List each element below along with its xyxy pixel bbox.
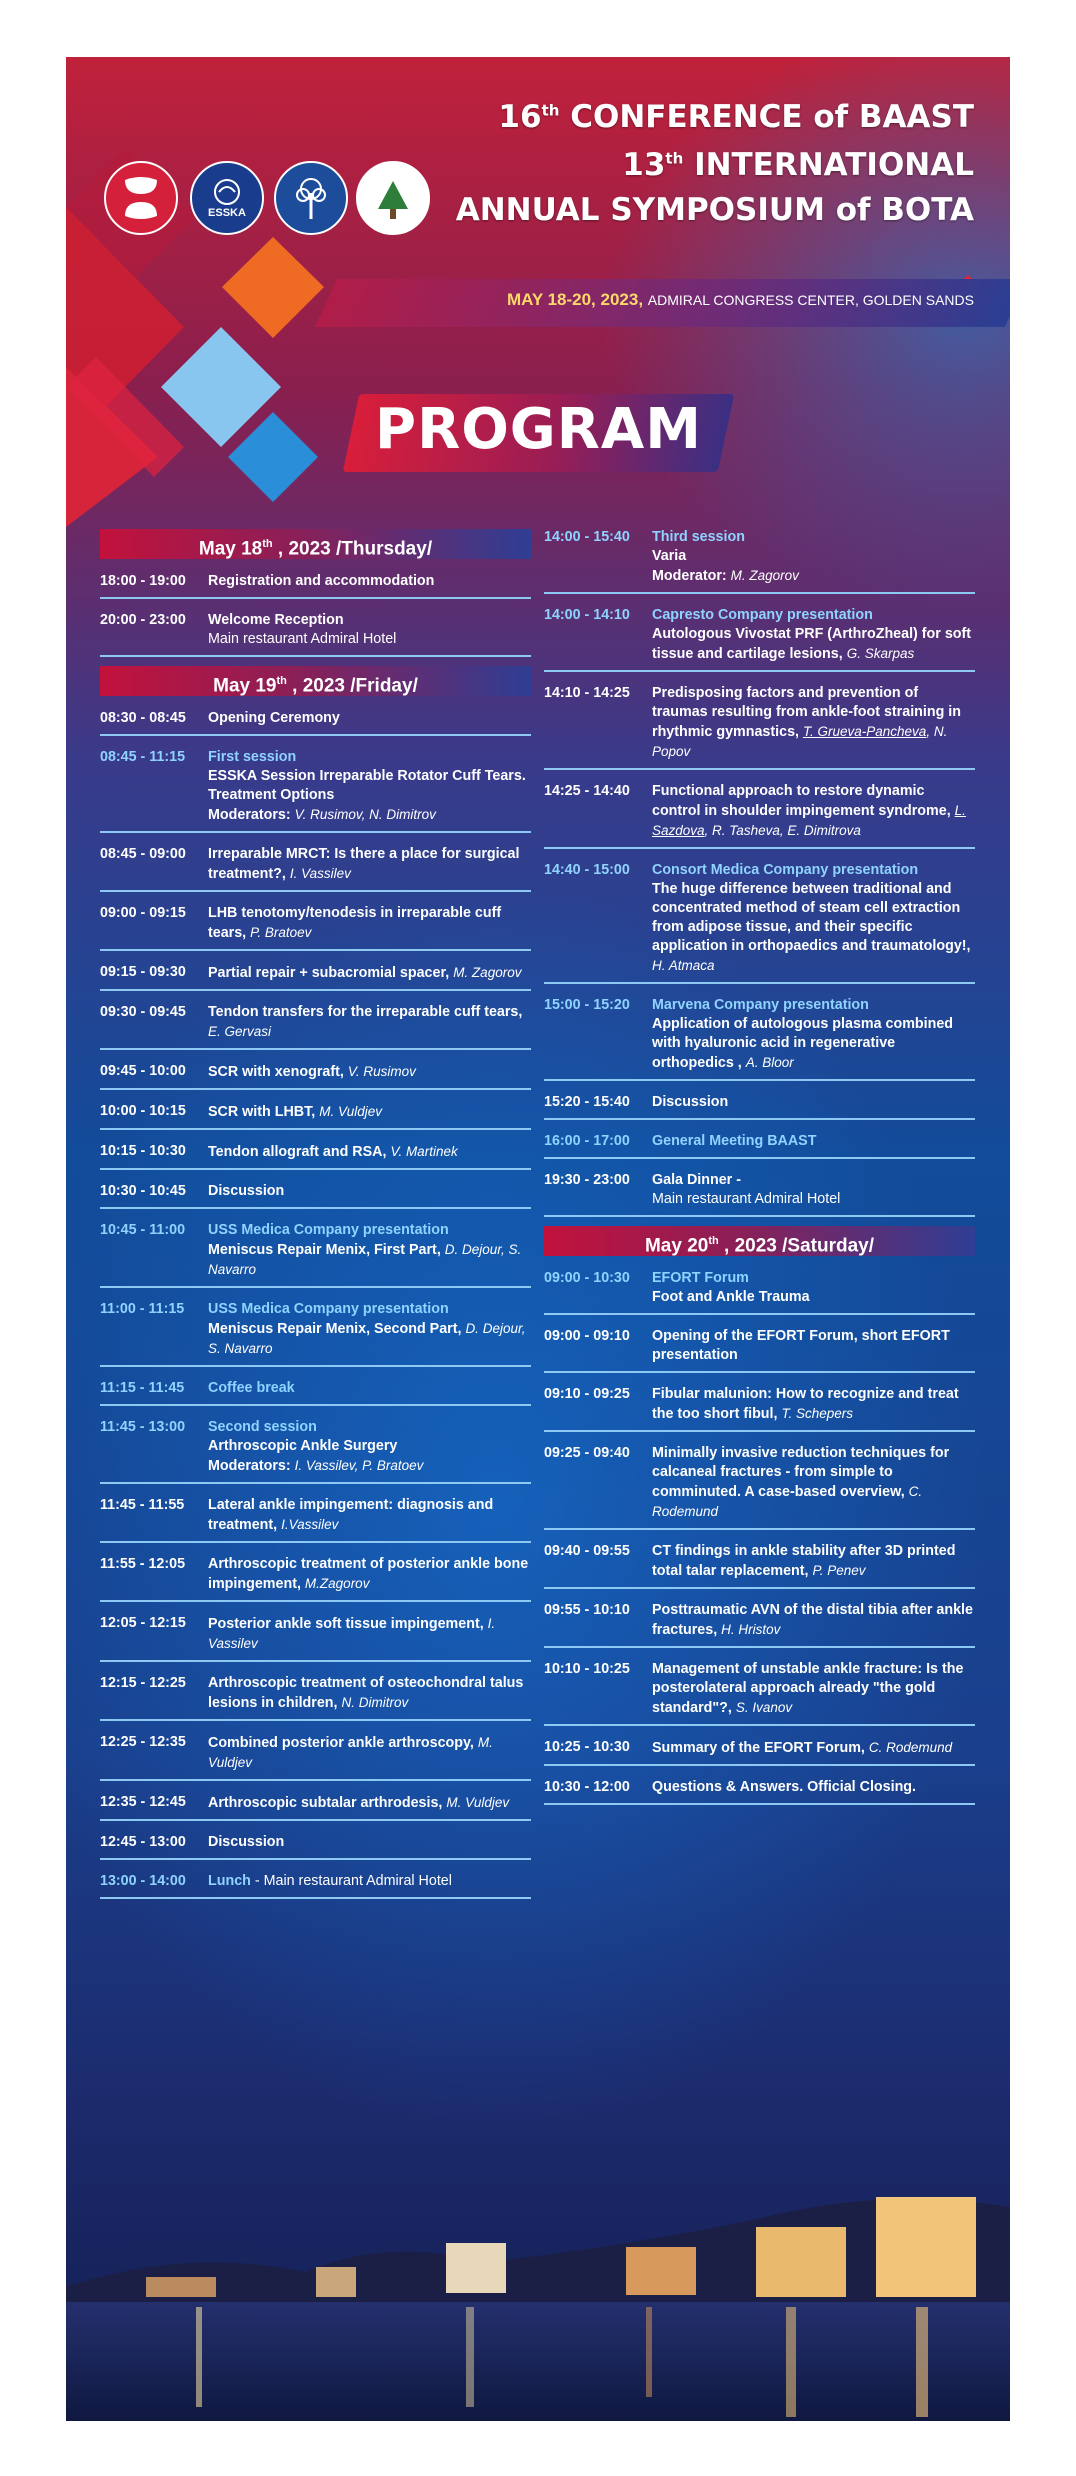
session-content xyxy=(208,1379,531,1398)
author-names: M. Zagorov xyxy=(730,568,799,583)
session-title: Summary of the EFORT Forum, xyxy=(652,1740,865,1756)
session-content xyxy=(208,1062,531,1082)
author-names: A. Bloor xyxy=(745,1055,794,1070)
session-content xyxy=(652,996,975,1073)
conference-title-line2 xyxy=(622,147,974,183)
session-highlight: EFORT Forum xyxy=(652,1270,749,1286)
session-title: Opening of the EFORT Forum, short EFORT presentation xyxy=(652,1328,950,1363)
session-title: Arthroscopic subtalar arthrodesis, xyxy=(208,1795,443,1811)
session-content xyxy=(208,1418,531,1476)
session-time: 19:30 - 23:00 xyxy=(544,1172,630,1188)
session-content xyxy=(652,1269,975,1307)
author-names: M. Vuldjev xyxy=(446,1795,510,1810)
friday-afternoon-row xyxy=(544,525,975,594)
friday-row xyxy=(100,1000,531,1050)
author-presenter: L. Sazdova xyxy=(652,803,966,838)
friday-afternoon-row xyxy=(544,858,975,984)
friday-row xyxy=(100,1297,531,1367)
session-time: 09:00 - 10:30 xyxy=(544,1270,630,1286)
session-title: Meniscus Repair Menix, First Part, xyxy=(208,1242,441,1258)
session-highlight: Capresto Company presentation xyxy=(652,607,873,623)
thursday-row xyxy=(100,608,531,657)
session-time: 18:00 - 19:00 xyxy=(100,573,186,589)
venue-note: Main restaurant Admiral Hotel xyxy=(652,1191,841,1207)
poster xyxy=(66,57,1010,2421)
session-time: 09:00 - 09:10 xyxy=(544,1328,630,1344)
session-content xyxy=(652,782,975,841)
session-content xyxy=(652,861,975,976)
knee-icon xyxy=(111,168,171,228)
friday-row xyxy=(100,1730,531,1781)
saturday-row xyxy=(544,1735,975,1766)
author-names: M.Zagorov xyxy=(304,1576,370,1591)
session-title: Questions & Answers. Official Closing. xyxy=(652,1779,917,1795)
saturday-row xyxy=(544,1382,975,1432)
author-names: , R. Tasheva, E. Dimitrova xyxy=(704,823,861,838)
session-title: Varia xyxy=(652,548,687,564)
saturday-row xyxy=(544,1266,975,1315)
session-title: Posttraumatic AVN of the distal tibia after ankle fractures, xyxy=(652,1602,973,1638)
friday-afternoon-row xyxy=(544,1090,975,1120)
session-time: 09:55 - 10:10 xyxy=(544,1602,630,1618)
venue-note: - Main restaurant Admiral Hotel xyxy=(250,1873,452,1889)
title-num-2: 13 xyxy=(622,147,666,183)
session-content xyxy=(208,1221,531,1280)
day-label: May 20 xyxy=(644,1235,709,1257)
session-content xyxy=(208,1833,531,1852)
session-time: 08:30 - 08:45 xyxy=(100,710,186,726)
friday-afternoon-row xyxy=(544,603,975,672)
session-content xyxy=(208,1733,531,1773)
friday-afternoon-row xyxy=(544,1129,975,1159)
session-time: 14:10 - 14:25 xyxy=(544,685,630,701)
baast-logo xyxy=(104,161,178,235)
moderator-label: Moderators: xyxy=(208,807,291,823)
session-content xyxy=(208,1300,531,1359)
esska-logo xyxy=(190,161,264,235)
session-content xyxy=(652,606,975,664)
day-header-may20 xyxy=(544,1226,975,1256)
saturday-row xyxy=(544,1657,975,1726)
author-names: I. Vassilev, P. Bratoev xyxy=(294,1458,424,1473)
esska-logo-text: ESSKA xyxy=(208,207,246,219)
friday-row xyxy=(100,1376,531,1406)
session-highlight: Second session xyxy=(208,1419,317,1435)
session-title: Fibular malunion: How to recognize and treat the too short fibul, xyxy=(652,1386,959,1422)
author-names: H. Hristov xyxy=(721,1622,781,1637)
friday-row xyxy=(100,842,531,892)
session-content xyxy=(208,1793,531,1813)
session-content xyxy=(208,1555,531,1594)
friday-row xyxy=(100,1059,531,1090)
session-content xyxy=(208,1674,531,1713)
session-time: 10:45 - 11:00 xyxy=(100,1222,186,1238)
author-presenter: T. Grueva-Pancheva xyxy=(802,724,927,739)
session-title: CT findings in ankle stability after 3D printed total talar replacement, xyxy=(652,1543,956,1579)
session-title: Functional approach to restore dynamic control in shoulder impingement syndrome, xyxy=(652,783,951,819)
saturday-row xyxy=(544,1441,975,1530)
session-title: Registration and accommodation xyxy=(208,573,435,589)
session-title: The huge difference between traditional and concentrated method of steam cell extraction from adipose tissue, and their specific application in orthopaedics and traumatology!, xyxy=(652,881,971,954)
friday-row xyxy=(100,1179,531,1209)
moderator-label: Moderator: xyxy=(652,568,727,584)
session-content xyxy=(652,684,975,762)
session-time: 12:25 - 12:35 xyxy=(100,1734,186,1750)
session-title: Arthroscopic Ankle Surgery xyxy=(208,1438,398,1454)
session-content xyxy=(208,611,531,649)
author-names: E. Gervasi xyxy=(208,1024,272,1039)
day-sup: th xyxy=(276,675,287,687)
session-time: 11:15 - 11:45 xyxy=(100,1380,185,1396)
conference-title-line1 xyxy=(498,99,974,135)
session-time: 09:10 - 09:25 xyxy=(544,1386,630,1402)
event-date: MAY 18-20, 2023, xyxy=(506,290,644,309)
session-highlight: Coffee break xyxy=(208,1380,295,1396)
session-title: Welcome Reception xyxy=(208,612,344,628)
saturday-row xyxy=(544,1324,975,1373)
friday-afternoon-row xyxy=(544,1168,975,1217)
author-names: V. Rusimov, N. Dimitrov xyxy=(294,807,436,822)
friday-row xyxy=(100,1552,531,1602)
friday-row xyxy=(100,745,531,833)
day-header-may18 xyxy=(100,529,531,559)
author-names: H. Atmaca xyxy=(652,958,715,973)
friday-row xyxy=(100,1218,531,1288)
session-content xyxy=(208,748,531,825)
session-time: 10:30 - 12:00 xyxy=(544,1779,630,1795)
session-time: 10:00 - 10:15 xyxy=(100,1103,186,1119)
session-content xyxy=(652,1778,975,1797)
day-sup: th xyxy=(262,538,273,550)
friday-row xyxy=(100,1869,531,1899)
friday-afternoon-row xyxy=(544,681,975,770)
title-sup-1: th xyxy=(541,101,560,120)
session-content xyxy=(208,1872,531,1891)
session-title: ESSKA Session Irreparable Rotator Cuff Tears. Treatment Options xyxy=(208,768,526,803)
session-time: 12:05 - 12:15 xyxy=(100,1615,186,1631)
session-time: 09:30 - 09:45 xyxy=(100,1004,186,1020)
session-content xyxy=(208,1003,531,1042)
session-content xyxy=(652,1601,975,1640)
session-content xyxy=(652,1171,975,1209)
session-time: 08:45 - 11:15 xyxy=(100,749,186,765)
session-title: Meniscus Repair Menix, Second Part, xyxy=(208,1321,462,1337)
saturday-row xyxy=(544,1598,975,1648)
session-title: Foot and Ankle Trauma xyxy=(652,1289,810,1305)
session-highlight: Third session xyxy=(652,529,745,545)
title-text-2: INTERNATIONAL xyxy=(694,147,974,183)
author-names: M. Zagorov xyxy=(453,965,522,980)
efort-tree-icon xyxy=(368,171,418,225)
left-column xyxy=(100,529,531,1908)
title-text-1: CONFERENCE of BAAST xyxy=(570,99,974,135)
session-content xyxy=(652,528,975,586)
saturday-row xyxy=(544,1775,975,1805)
night-city-illustration xyxy=(66,2097,1010,2421)
session-highlight: First session xyxy=(208,749,297,765)
session-time: 11:45 - 11:55 xyxy=(100,1497,185,1513)
session-time: 11:45 - 13:00 xyxy=(100,1419,186,1435)
session-title: Discussion xyxy=(208,1183,285,1199)
session-time: 10:10 - 10:25 xyxy=(544,1661,630,1677)
session-highlight: General Meeting BAAST xyxy=(652,1133,817,1149)
author-names: S. Ivanov xyxy=(735,1700,793,1715)
friday-row xyxy=(100,960,531,991)
session-highlight: Marvena Company presentation xyxy=(652,997,869,1013)
session-content xyxy=(208,1142,531,1162)
session-title: Opening Ceremony xyxy=(208,710,340,726)
session-time: 08:45 - 09:00 xyxy=(100,846,186,862)
session-content xyxy=(652,1660,975,1718)
saturday-row xyxy=(544,1539,975,1589)
session-time: 14:00 - 15:40 xyxy=(544,529,630,545)
author-names: V. Martinek xyxy=(390,1144,458,1159)
moderator-label: Moderators: xyxy=(208,1458,291,1474)
session-time: 09:40 - 09:55 xyxy=(544,1543,630,1559)
session-title: Posterior ankle soft tissue impingement, xyxy=(208,1616,484,1632)
author-names: I. Vassilev xyxy=(208,1616,496,1651)
session-content xyxy=(652,1327,975,1365)
event-venue: ADMIRAL CONGRESS CENTER, GOLDEN SANDS xyxy=(647,292,974,308)
day-sup: th xyxy=(708,1235,719,1247)
conference-title-line3: ANNUAL SYMPOSIUM of BOTA xyxy=(455,192,974,228)
session-content xyxy=(652,1093,975,1112)
session-title: Tendon transfers for the irreparable cuff tears, xyxy=(208,1004,523,1020)
session-title: Discussion xyxy=(652,1094,729,1110)
day-rest: , 2023 /Saturday/ xyxy=(718,1235,874,1257)
session-content xyxy=(208,1614,531,1654)
session-time: 16:00 - 17:00 xyxy=(544,1133,630,1149)
session-title: Autologous Vivostat PRF (ArthroZheal) for soft tissue and cartilage lesions, xyxy=(652,626,972,662)
session-title: Minimally invasive reduction techniques for calcaneal fractures - from simple to comminuted. A case-based overview, xyxy=(652,1445,950,1500)
day-label: May 18 xyxy=(198,538,263,560)
author-names: C. Rodemund xyxy=(868,1740,953,1755)
session-title: Gala Dinner - xyxy=(652,1172,741,1188)
session-content xyxy=(208,904,531,943)
day-header-may19 xyxy=(100,666,531,696)
author-names: C. Rodemund xyxy=(652,1484,923,1519)
session-time: 14:00 - 14:10 xyxy=(544,607,630,623)
friday-row xyxy=(100,706,531,736)
session-time: 10:25 - 10:30 xyxy=(544,1739,630,1755)
session-time: 09:25 - 09:40 xyxy=(544,1445,630,1461)
author-names: V. Rusimov xyxy=(347,1064,416,1079)
session-content xyxy=(652,1385,975,1424)
friday-row xyxy=(100,901,531,951)
session-content xyxy=(208,709,531,728)
session-time: 10:30 - 10:45 xyxy=(100,1183,186,1199)
friday-row xyxy=(100,1415,531,1484)
author-names: P. Penev xyxy=(812,1563,866,1578)
session-title: Predisposing factors and prevention of traumas resulting from ankle-foot straining in rhythmic gymnastics, xyxy=(652,685,962,740)
session-time: 13:00 - 14:00 xyxy=(100,1873,186,1889)
day-label: May 19 xyxy=(213,675,277,697)
session-title: Application of autologous plasma combined with hyaluronic acid in regenerative orthopedics , xyxy=(652,1016,954,1071)
author-names: I.Vassilev xyxy=(281,1517,339,1532)
author-names: P. Bratoev xyxy=(250,925,312,940)
session-time: 11:00 - 11:15 xyxy=(100,1301,185,1317)
date-venue xyxy=(454,290,974,310)
session-time: 15:20 - 15:40 xyxy=(544,1094,630,1110)
author-names: N. Dimitrov xyxy=(341,1695,409,1710)
session-time: 12:45 - 13:00 xyxy=(100,1834,186,1850)
session-title: Partial repair + subacromial spacer, xyxy=(208,965,450,981)
session-title: Combined posterior ankle arthroscopy, xyxy=(208,1735,474,1751)
session-content xyxy=(208,1496,531,1535)
session-title: Arthroscopic treatment of posterior ankle bone impingement, xyxy=(208,1556,529,1592)
session-content xyxy=(208,1182,531,1201)
author-names: , N. Popov xyxy=(652,724,948,759)
title-num-1: 16 xyxy=(498,99,542,135)
session-content xyxy=(208,572,531,591)
session-title: Irreparable MRCT: Is there a place for surgical treatment?, xyxy=(208,846,520,882)
title-sup-2: th xyxy=(665,149,684,168)
right-column xyxy=(544,525,975,1814)
session-title: Arthroscopic treatment of osteochondral talus lesions in children, xyxy=(208,1675,524,1711)
session-title: LHB tenotomy/tenodesis in irreparable cuff tears, xyxy=(208,905,502,941)
program-title: PROGRAM xyxy=(375,397,702,462)
session-title: Management of unstable ankle fracture: Is the posterolateral approach already "the gold standard"?, xyxy=(652,1661,964,1716)
session-content xyxy=(652,1444,975,1522)
session-time: 09:15 - 09:30 xyxy=(100,964,186,980)
session-time: 09:45 - 10:00 xyxy=(100,1063,186,1079)
session-highlight: USS Medica Company presentation xyxy=(208,1222,449,1238)
session-content xyxy=(208,963,531,983)
session-time: 14:40 - 15:00 xyxy=(544,862,630,878)
session-highlight: USS Medica Company presentation xyxy=(208,1301,449,1317)
author-names: D. Dejour, S. Navarro xyxy=(208,1242,522,1277)
venue-note: Main restaurant Admiral Hotel xyxy=(208,631,397,647)
author-names: D. Dejour, S. Navarro xyxy=(208,1321,526,1356)
session-content xyxy=(652,1738,975,1758)
efort-logo xyxy=(356,161,430,235)
esska-emblem-icon xyxy=(207,177,247,207)
session-time: 11:55 - 12:05 xyxy=(100,1556,186,1572)
bota-logo xyxy=(274,161,348,235)
session-title: SCR with LHBT, xyxy=(208,1104,316,1120)
author-names: M. Vuldjev xyxy=(208,1735,493,1770)
session-time: 14:25 - 14:40 xyxy=(544,783,630,799)
session-title: Lateral ankle impingement: diagnosis and treatment, xyxy=(208,1497,494,1533)
friday-row xyxy=(100,1099,531,1130)
friday-afternoon-row xyxy=(544,993,975,1081)
author-names: I. Vassilev xyxy=(289,866,351,881)
friday-row xyxy=(100,1611,531,1662)
author-names: G. Skarpas xyxy=(846,646,915,661)
friday-row xyxy=(100,1139,531,1170)
day-rest: , 2023 /Friday/ xyxy=(286,675,418,697)
session-content xyxy=(652,1542,975,1581)
session-title: Discussion xyxy=(208,1834,285,1850)
tree-icon xyxy=(289,173,333,223)
session-highlight: Consort Medica Company presentation xyxy=(652,862,919,878)
friday-afternoon-row xyxy=(544,779,975,849)
friday-row xyxy=(100,1830,531,1860)
session-content xyxy=(208,1102,531,1122)
session-highlight: Lunch xyxy=(208,1873,251,1889)
thursday-row xyxy=(100,569,531,599)
author-names: T. Schepers xyxy=(781,1406,854,1421)
session-time: 15:00 - 15:20 xyxy=(544,997,630,1013)
session-content xyxy=(208,845,531,884)
session-title: SCR with xenograft, xyxy=(208,1064,344,1080)
session-time: 12:35 - 12:45 xyxy=(100,1794,186,1810)
friday-row xyxy=(100,1493,531,1543)
friday-row xyxy=(100,1790,531,1821)
session-time: 09:00 - 09:15 xyxy=(100,905,186,921)
session-title: Tendon allograft and RSA, xyxy=(208,1144,387,1160)
day-rest: , 2023 /Thursday/ xyxy=(272,538,433,560)
session-time: 20:00 - 23:00 xyxy=(100,612,186,628)
session-time: 10:15 - 10:30 xyxy=(100,1143,186,1159)
friday-row xyxy=(100,1671,531,1721)
session-content xyxy=(652,1132,975,1151)
session-time: 12:15 - 12:25 xyxy=(100,1675,186,1691)
author-names: M. Vuldjev xyxy=(319,1104,382,1119)
